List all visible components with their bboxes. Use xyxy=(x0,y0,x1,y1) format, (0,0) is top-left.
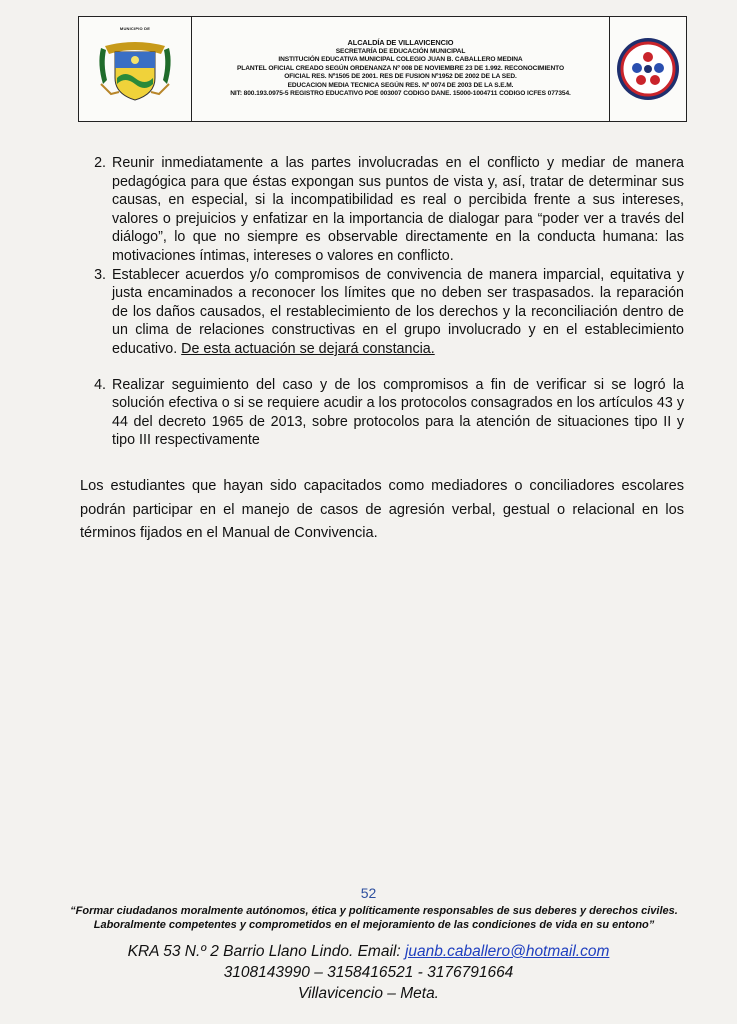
header-line-6: EDUCACION MEDIA TECNICA SEGÚN RES. Nº 0074 DE 2003 DE LA S.E.M. xyxy=(287,81,514,89)
header-line-5: OFICIAL RES. Nº1505 DE 2001. RES DE FUSION Nº1952 DE 2002 DE LA SED. xyxy=(284,73,517,81)
logo-caption: MUNICIPIO DE xyxy=(119,26,151,31)
mediators-paragraph: Los estudiantes que hayan sido capacitados como mediadores o conciliadores escolares podrán participar en el manejo de casos de agresión verbal, gestual o relacional en los términos fijados en el Manual de Convivencia. xyxy=(80,477,684,542)
list-item-2: 2. Reunir inmediatamente a las partes involucradas en el conflicto y mediar de manera pedagógica para que éstas expongan sus puntos de vista y, así, tratar de determinar sus causas, en especial, si la incompatibilidad es real o percibida frente a sus intereses, valores o prejuicios y enfatizar en la importancia de dialogar para “poder ver a través del diálogo”, lo que no siempre es observable directamente en la conducta humana: las motivaciones íntimas, intereses o valores en conflicto. xyxy=(110,154,684,266)
address-line xyxy=(0,941,737,962)
municipal-logo-cell xyxy=(79,17,192,121)
school-seal-icon xyxy=(615,36,681,102)
header-line-4: PLANTEL OFICIAL CREADO SEGÚN ORDENANZA Nº 008 DE NOVIEMBRE 23 DE 1.992. RECONOCIMIENTO xyxy=(237,64,564,72)
address-text: KRA 53 N.º 2 Barrio Llano Lindo. Email: xyxy=(127,943,405,960)
page-content xyxy=(80,154,684,546)
school-seal-cell xyxy=(610,17,686,121)
header-line-7: NIT: 800.193.0975-5 REGISTRO EDUCATIVO POE 003007 CODIGO DANE. 15000-1004711 CODIGO ICFES 077354. xyxy=(230,90,571,98)
letterhead xyxy=(78,16,687,122)
municipal-coat-of-arms-icon xyxy=(95,34,175,104)
header-line-1: ALCALDÍA DE VILLAVICENCIO xyxy=(347,37,454,47)
list-item-3 xyxy=(110,266,684,359)
email-link[interactable]: juanb.caballero@hotmail.com xyxy=(404,943,610,960)
page-number: 52 xyxy=(360,885,377,901)
procedure-list xyxy=(80,154,684,450)
institutional-motto: “Formar ciudadanos moralmente autónomos, ética y políticamente responsables de sus deberes y derechos civiles. Laboralmente competentes y comprometidos en el mejoramiento de las condiciones de vida en su entono” xyxy=(70,905,678,931)
header-line-2: SECRETARÍA DE EDUCACIÓN MUNICIPAL xyxy=(335,47,466,55)
list-item-4: 4. Realizar seguimiento del caso y de los compromisos a fin de verificar si se logró la solución efectiva o si se requiere acudir a los protocolos consagrados en los artículos 43 y 44 del decreto 1965 de 2013, sobre protocolos para la atención de situaciones tipo II y tipo III respectivamente xyxy=(110,376,684,450)
list-item-3-record-note: De esta actuación se dejará constancia. xyxy=(181,340,435,357)
list-item-3-text: Establecer acuerdos y/o compromisos de convivencia de manera imparcial, equitativa y justa encaminados a reconocer los límites que no deben ser traspasados. la reparación de los daños causados, el restablecimiento de los derechos y la reconciliación dentro de un clima de relaciones constructivas en el grupo involucrado y en el establecimiento educativo. xyxy=(112,266,684,357)
contact-block xyxy=(0,941,737,1004)
phone-numbers: 3108143990 – 3158416521 - 3176791664 xyxy=(223,964,514,981)
header-line-3: INSTITUCIÓN EDUCATIVA MUNICIPAL COLEGIO JUAN B. CABALLERO MEDINA xyxy=(278,56,523,64)
city: Villavicencio – Meta. xyxy=(297,985,439,1002)
institution-info xyxy=(192,17,610,121)
